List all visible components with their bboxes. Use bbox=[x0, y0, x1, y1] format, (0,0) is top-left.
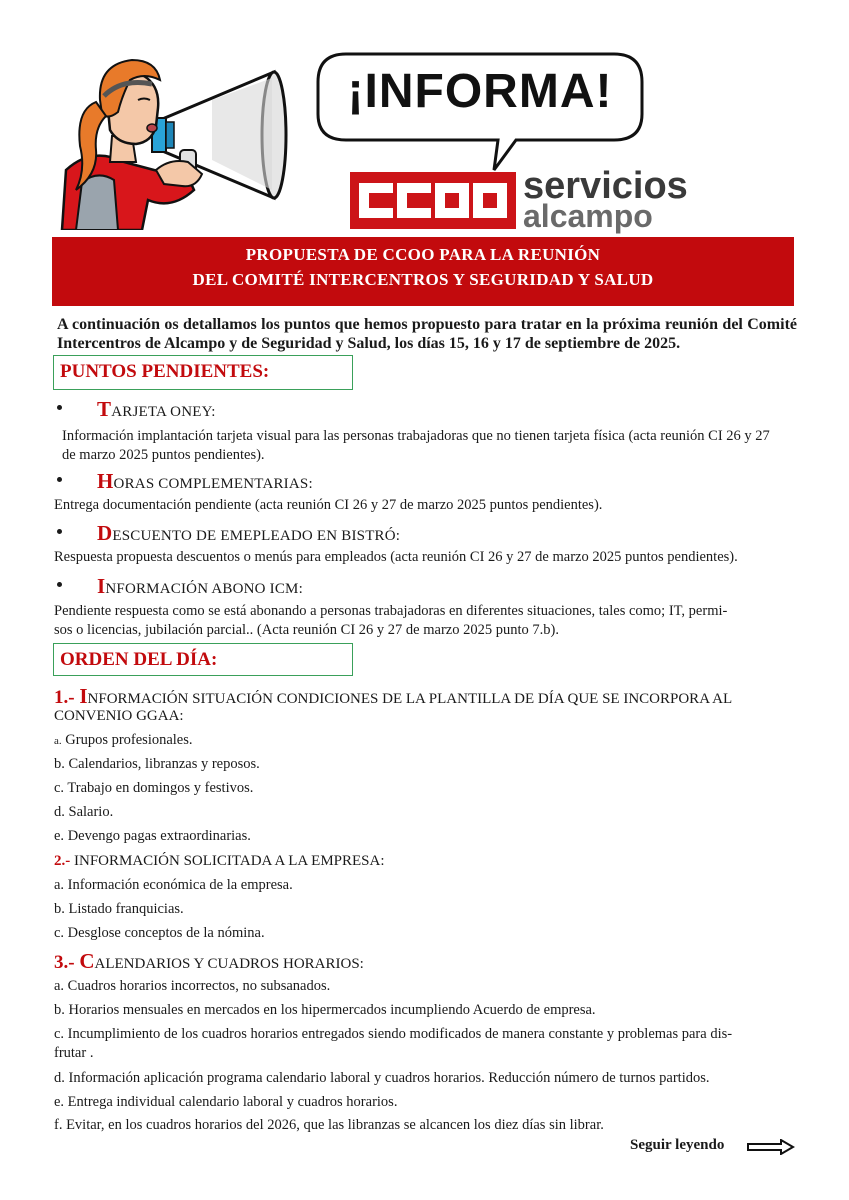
bullet-body-line-2: sos o licencias, jubilación parcial.. (Acta reunión CI 26 y 27 de marzo 2025 punto 7.b). bbox=[54, 622, 559, 638]
intro-paragraph: A continuación os detallamos los puntos que hemos propuesto para tratar en la próxima reunión del Comité Intercentros de Alcampo y de Seguridad y Salud, los días 15, 16 y 17 de septiembre de 2025. bbox=[57, 316, 797, 352]
item-prefix: a. bbox=[54, 735, 62, 747]
item-text: Calendarios, libranzas y reposos. bbox=[64, 756, 260, 772]
section-cap: I bbox=[79, 684, 88, 708]
bullet-cap: D bbox=[97, 521, 113, 545]
section-number: 3.- bbox=[54, 952, 80, 973]
bullet-cap: T bbox=[97, 397, 112, 421]
list-item: d. Información aplicación programa calendario laboral y cuadros horarios. Reducción número de turnos partidos. bbox=[54, 1070, 710, 1086]
bullet-cap: H bbox=[97, 469, 114, 493]
item-prefix: c. bbox=[54, 780, 65, 796]
item-text: Grupos profesionales. bbox=[61, 732, 193, 748]
list-item: c. Desglose conceptos de la nómina. bbox=[54, 925, 265, 941]
list-item: c. Incumplimiento de los cuadros horarios entregados siendo modificados de manera constante y problemas para dis- bbox=[54, 1026, 733, 1042]
item-text: Trabajo en domingos y festivos. bbox=[64, 780, 254, 796]
list-item: a. Información económica de la empresa. bbox=[54, 877, 293, 893]
bullet-label: ARJETA ONEY: bbox=[111, 404, 216, 420]
ccoo-logo bbox=[350, 172, 516, 229]
list-item: b. Horarios mensuales en mercados en los hipermercados incumpliendo Acuerdo de empresa. bbox=[54, 1002, 596, 1018]
list-item bbox=[54, 780, 253, 797]
list-item bbox=[54, 828, 251, 845]
list-item-continuation: frutar . bbox=[54, 1045, 94, 1061]
woman-megaphone-illustration bbox=[52, 50, 297, 230]
banner-line-1: PROPUESTA DE CCOO PARA LA REUNIÓN bbox=[245, 245, 601, 264]
right-arrow-icon bbox=[747, 1139, 795, 1155]
list-item: b. Listado franquicias. bbox=[54, 901, 184, 917]
bullet-body-line-1: Pendiente respuesta como se está abonando a personas trabajadoras en diferentes situaciones, tales como; IT, permi- bbox=[54, 603, 728, 619]
bullet-body: Información implantación tarjeta visual para las personas trabajadoras que no tienen tarjeta física (acta reunión CI 26 y 27 de marzo 2025 puntos pendientes). bbox=[62, 428, 770, 463]
section-number: 1.- bbox=[54, 687, 80, 708]
list-item bbox=[54, 756, 260, 773]
item-prefix: d. bbox=[54, 804, 65, 820]
item-text: Salario. bbox=[64, 804, 114, 820]
section-number: 2.- bbox=[54, 853, 74, 869]
logo-alcampo-text: alcampo bbox=[523, 198, 653, 234]
item-text: Devengo pagas extraordinarias. bbox=[64, 828, 251, 844]
logo-servicios-text: servicios bbox=[523, 165, 688, 207]
list-item: f. Evitar, en los cuadros horarios del 2026, que las libranzas se alcancen los diez días sin librar. bbox=[54, 1117, 604, 1133]
section-pendientes-title: PUNTOS PENDIENTES: bbox=[53, 355, 353, 390]
orden-section-1-heading-line-2: CONVENIO GGAA: bbox=[54, 708, 184, 724]
list-item bbox=[54, 732, 193, 749]
banner-line-2: DEL COMITÉ INTERCENTROS Y SEGURIDAD Y SALUD bbox=[192, 270, 654, 289]
section-cap: C bbox=[79, 949, 95, 973]
item-prefix: b. bbox=[54, 756, 65, 772]
title-banner bbox=[52, 237, 794, 306]
list-item: e. Entrega individual calendario laboral y cuadros horarios. bbox=[54, 1094, 398, 1110]
bullet-body: Entrega documentación pendiente (acta reunión CI 26 y 27 de marzo 2025 puntos pendientes). bbox=[54, 497, 603, 513]
section-label: NFORMACIÓN SITUACIÓN CONDICIONES DE LA PLANTILLA DE DÍA QUE SE INCORPORA AL bbox=[87, 691, 733, 707]
bullet-dot bbox=[57, 529, 62, 534]
bullet-body: Respuesta propuesta descuentos o menús para empleados (acta reunión CI 26 y 27 de marzo 2025 puntos pendientes). bbox=[54, 549, 738, 565]
informa-title: ¡INFORMA! bbox=[347, 65, 613, 118]
list-item bbox=[54, 804, 113, 821]
orden-section-3-heading bbox=[54, 949, 364, 974]
section-label: INFORMACIÓN SOLICITADA A LA EMPRESA: bbox=[74, 853, 385, 869]
list-item: a. Cuadros horarios incorrectos, no subsanados. bbox=[54, 978, 331, 994]
bullet-dot bbox=[57, 405, 62, 410]
bullet-label: NFORMACIÓN ABONO ICM: bbox=[105, 581, 303, 597]
ccoo-logo-letters bbox=[350, 172, 516, 229]
bullet-cap: I bbox=[97, 574, 106, 598]
bullet-dot bbox=[57, 477, 62, 482]
item-prefix: e. bbox=[54, 828, 65, 844]
bullet-label: ORAS COMPLEMENTARIAS: bbox=[113, 476, 313, 492]
orden-section-1-heading bbox=[54, 684, 732, 709]
orden-section-2-heading bbox=[54, 853, 385, 870]
section-label: ALENDARIOS Y CUADROS HORARIOS: bbox=[94, 956, 364, 972]
continue-reading-label: Seguir leyendo bbox=[630, 1137, 725, 1153]
bullet-label: ESCUENTO DE EMEPLEADO EN BISTRÓ: bbox=[112, 528, 401, 544]
section-orden-title: ORDEN DEL DÍA: bbox=[53, 643, 353, 676]
bullet-dot bbox=[57, 582, 62, 587]
